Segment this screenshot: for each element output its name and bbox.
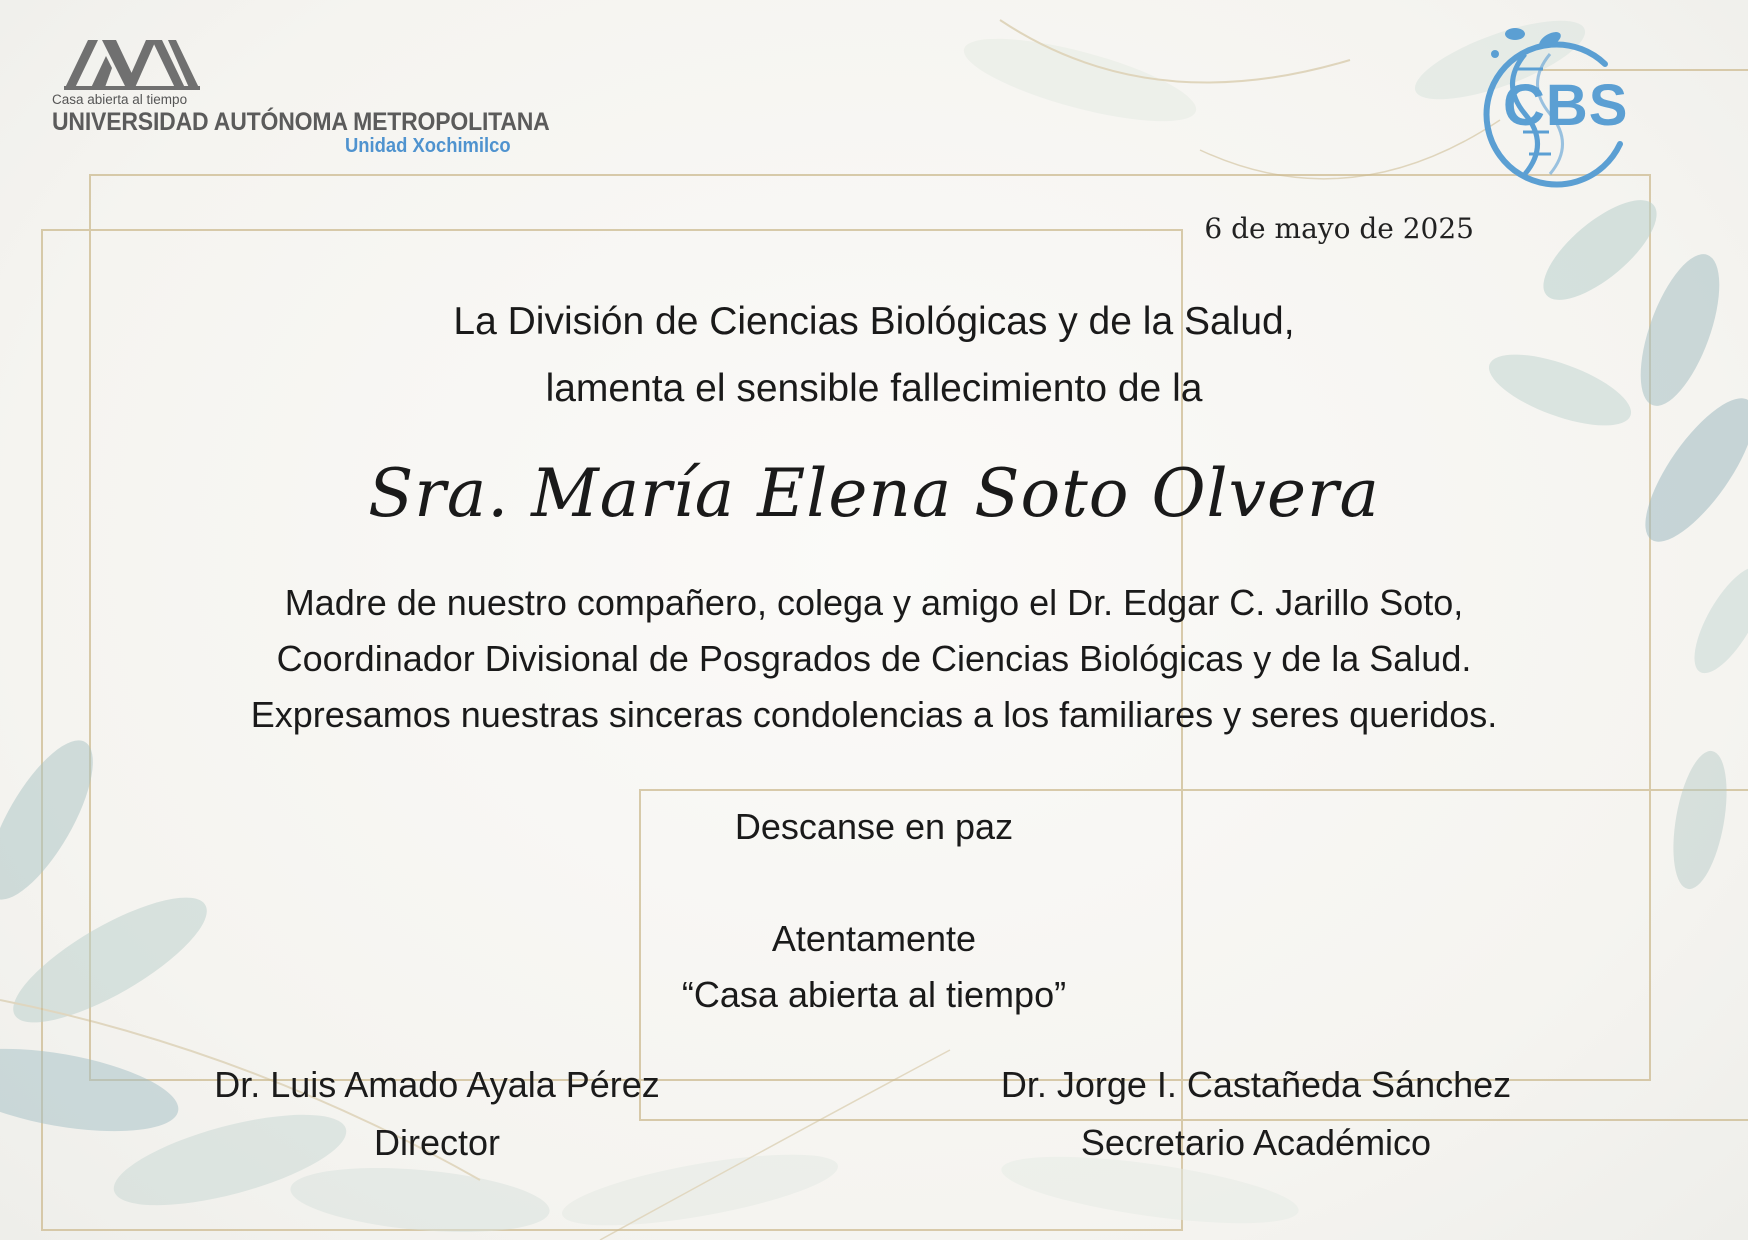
body-line-3: Expresamos nuestras sinceras condolencias a los familiares y seres queridos. <box>250 694 1498 735</box>
signature-title-director: Director <box>373 1122 501 1163</box>
uam-logo <box>52 34 550 164</box>
uam-name: UNIVERSIDAD AUTÓNOMA METROPOLITANA <box>52 108 550 136</box>
closing: Atentamente <box>771 918 977 959</box>
body-line-1: Madre de nuestro compañero, colega y amigo el Dr. Edgar C. Jarillo Soto, <box>284 582 1464 623</box>
cbs-logo <box>1455 14 1645 189</box>
body-line-2: Coordinador Divisional de Posgrados de Ciencias Biológicas y de la Salud. <box>276 638 1472 679</box>
uam-tagline: Casa abierta al tiempo <box>52 92 188 107</box>
cbs-logo-text: CBS <box>1503 73 1629 138</box>
uam-emblem-icon <box>64 34 204 92</box>
signature-title-secretary: Secretario Académico <box>1080 1122 1432 1163</box>
deceased-name: Sra. María Elena Soto Olvera <box>368 455 1380 532</box>
rest-in-peace: Descanse en paz <box>734 806 1014 847</box>
announcement-line-2: lamenta el sensible fallecimiento de la <box>545 367 1203 410</box>
date: 6 de mayo de 2025 <box>1204 212 1474 245</box>
motto: “Casa abierta al tiempo” <box>681 974 1067 1015</box>
uam-unit: Unidad Xochimilco <box>345 135 511 157</box>
announcement-line-1: La División de Ciencias Biológicas y de la Salud, <box>453 300 1295 343</box>
signature-name-secretary: Dr. Jorge I. Castañeda Sánchez <box>1000 1064 1512 1105</box>
signature-name-director: Dr. Luis Amado Ayala Pérez <box>214 1064 660 1105</box>
